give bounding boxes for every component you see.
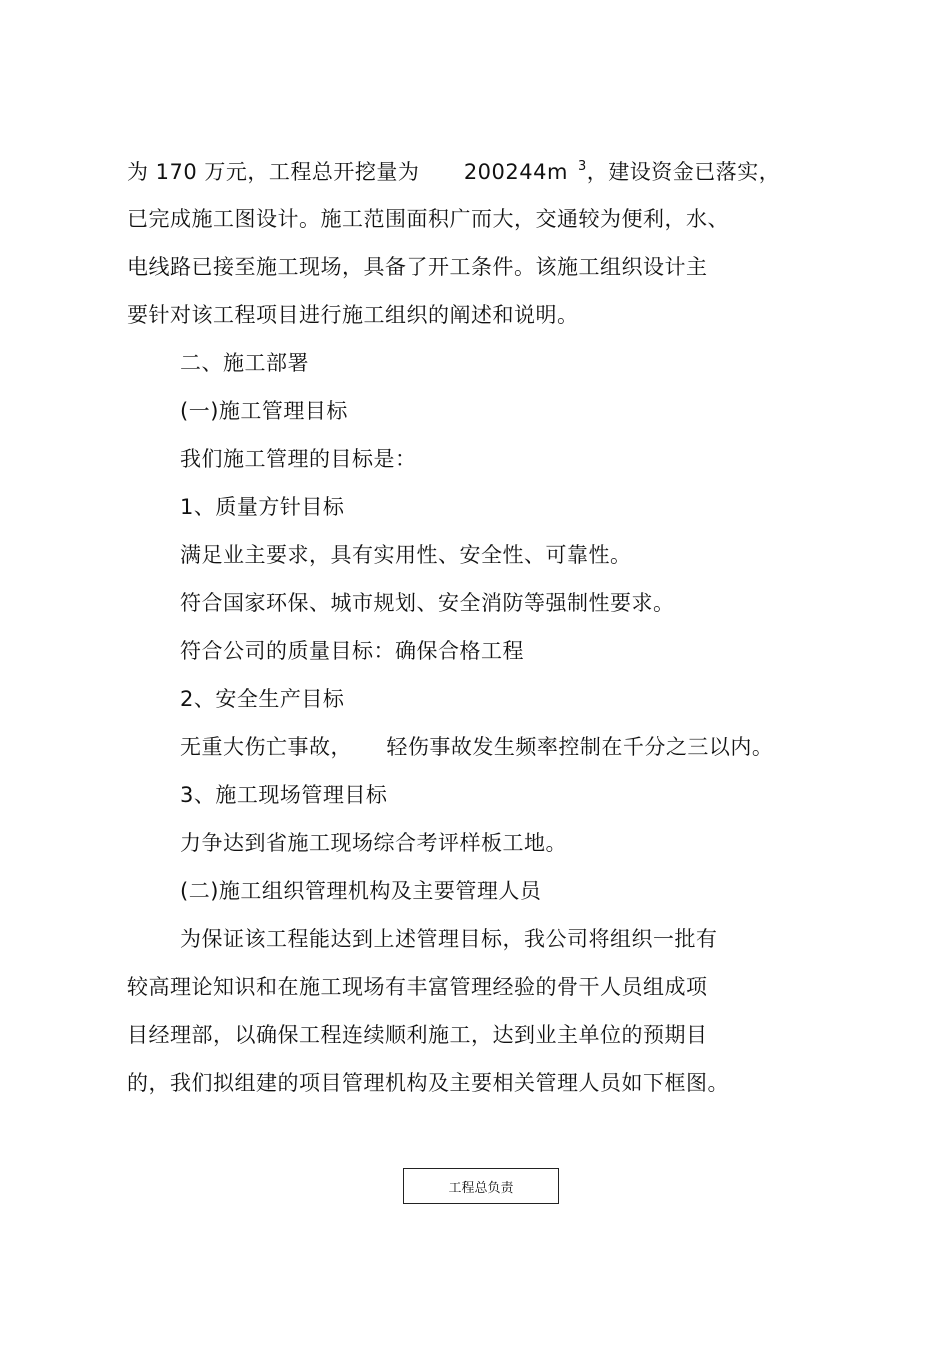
paragraph-2-line-3: 目经理部，以确保工程连续顺利施工，达到业主单位的预期目 — [127, 1023, 708, 1047]
paragraph-1-line-3: 电线路已接至施工现场，具备了开工条件。该施工组织设计主 — [127, 255, 708, 279]
goal-heading: 1、质量方针目标 — [180, 495, 345, 519]
goal-item: 符合国家环保、城市规划、安全消防等强制性要求。 — [180, 591, 675, 615]
goal-item: 符合公司的质量目标：确保合格工程 — [180, 639, 524, 663]
subsection-heading: (一)施工管理目标 — [180, 399, 348, 423]
text-segment: 无重大伤亡事故， — [180, 735, 352, 759]
goal-heading: 3、施工现场管理目标 — [180, 783, 388, 807]
paragraph-2-line-4: 的，我们拟组建的项目管理机构及主要相关管理人员如下框图。 — [127, 1071, 729, 1095]
text-segment: 为 170 万元，工程总开挖量为 — [127, 160, 420, 184]
paragraph-2-line-1: 为保证该工程能达到上述管理目标，我公司将组织一批有 — [180, 927, 718, 951]
goal-item: 力争达到省施工现场综合考评样板工地。 — [180, 831, 567, 855]
text-segment: 200244m — [463, 160, 568, 184]
paragraph-1-line-2: 已完成施工图设计。施工范围面积广而大，交通较为便利，水、 — [127, 207, 729, 231]
goal-item — [180, 733, 773, 761]
paragraph-2-line-2: 较高理论知识和在施工现场有丰富管理经验的骨干人员组成项 — [127, 975, 708, 999]
subsection-heading: (二)施工组织管理机构及主要管理人员 — [180, 879, 542, 903]
text-segment: 轻伤事故发生频率控制在千分之三以内。 — [386, 735, 774, 759]
section-heading: 二、施工部署 — [180, 351, 309, 375]
goal-item: 满足业主要求，具有实用性、安全性、可靠性。 — [180, 543, 632, 567]
paragraph-1-line-1 — [127, 158, 780, 190]
goals-intro: 我们施工管理的目标是： — [180, 447, 417, 471]
paragraph-1-line-4: 要针对该工程项目进行施工组织的阐述和说明。 — [127, 303, 579, 327]
text-segment: ，建设资金已落实， — [586, 160, 781, 184]
goal-heading: 2、安全生产目标 — [180, 687, 345, 711]
org-chart-top-box: 工程总负责 — [403, 1168, 559, 1204]
superscript: 3 — [577, 159, 587, 174]
